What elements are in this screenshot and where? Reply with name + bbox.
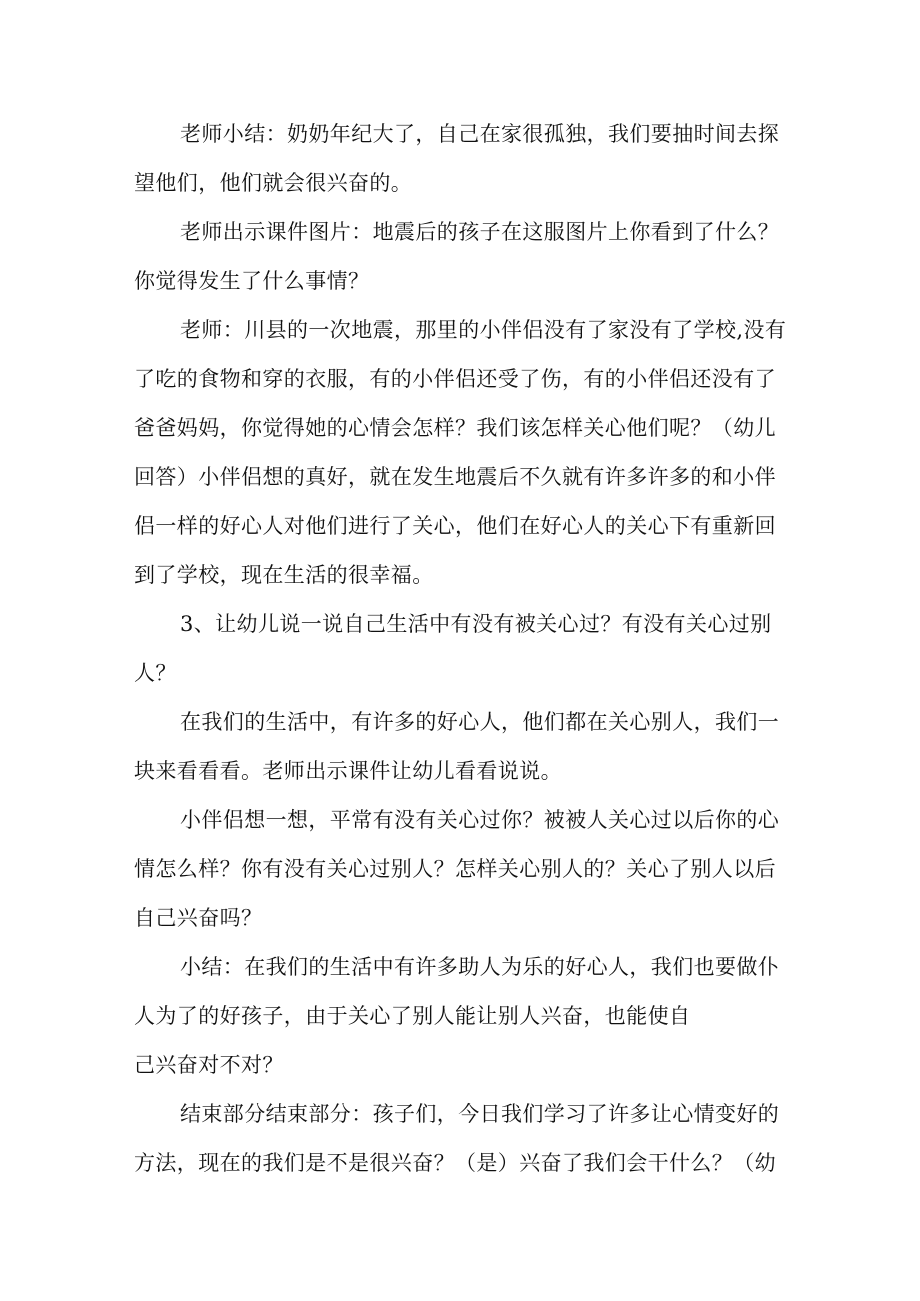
text-line: 人为了的好孩子，由于关心了别人能让别人兴奋，也能使自 bbox=[134, 1004, 691, 1028]
text-line: 回答）小伴侣想的真好，就在发生地震后不久就有许多许多的和小伴 bbox=[134, 465, 776, 489]
text-line: 你觉得发生了什么事情？ bbox=[134, 269, 370, 293]
text-line: 老师小结：奶奶年纪大了，自己在家很孤独，我们要抽时间去探 bbox=[180, 122, 780, 146]
text-line: 结束部分结束部分：孩子们，今日我们学习了许多让心情变好的 bbox=[180, 1102, 780, 1126]
text-line: 情怎么样？你有没有关心过别人？怎样关心别人的？关心了别人以后 bbox=[134, 857, 776, 881]
text-line: 老师出示课件图片：地震后的孩子在这服图片上你看到了什么？ bbox=[180, 220, 780, 244]
text-line: 块来看看看。老师出示课件让幼儿看看说说。 bbox=[134, 759, 562, 783]
text-line: 人？ bbox=[134, 661, 177, 685]
text-line: 到了学校，现在生活的很幸福。 bbox=[134, 563, 434, 587]
text-line: 小结：在我们的生活中有许多助人为乐的好心人，我们也要做仆 bbox=[180, 955, 780, 979]
text-line: 在我们的生活中，有许多的好心人，他们都在关心别人，我们一 bbox=[180, 710, 780, 734]
text-line: 小伴侣想一想，平常有没有关心过你？被被人关心过以后你的心 bbox=[180, 808, 780, 832]
text-line: 自己兴奋吗？ bbox=[134, 906, 263, 930]
text-line: 3、让幼儿说一说自己生活中有没有被关心过？有没有关心过别 bbox=[180, 612, 772, 636]
text-line: 了吃的食物和穿的衣服，有的小伴侣还受了伤，有的小伴侣还没有了 bbox=[134, 367, 776, 391]
text-line: 望他们，他们就会很兴奋的。 bbox=[134, 171, 413, 195]
text-line: 老师：川县的一次地震，那里的小伴侣没有了家没有了学校,没有 bbox=[180, 318, 787, 342]
text-line: 侣一样的好心人对他们进行了关心，他们在好心人的关心下有重新回 bbox=[134, 514, 776, 538]
text-line: 己兴奋对不对？ bbox=[134, 1053, 284, 1077]
text-line: 方法，现在的我们是不是很兴奋？（是）兴奋了我们会干什么？（幼 bbox=[134, 1151, 776, 1175]
text-line: 爸爸妈妈，你觉得她的心情会怎样？我们该怎样关心他们呢？（幼儿 bbox=[134, 416, 776, 440]
